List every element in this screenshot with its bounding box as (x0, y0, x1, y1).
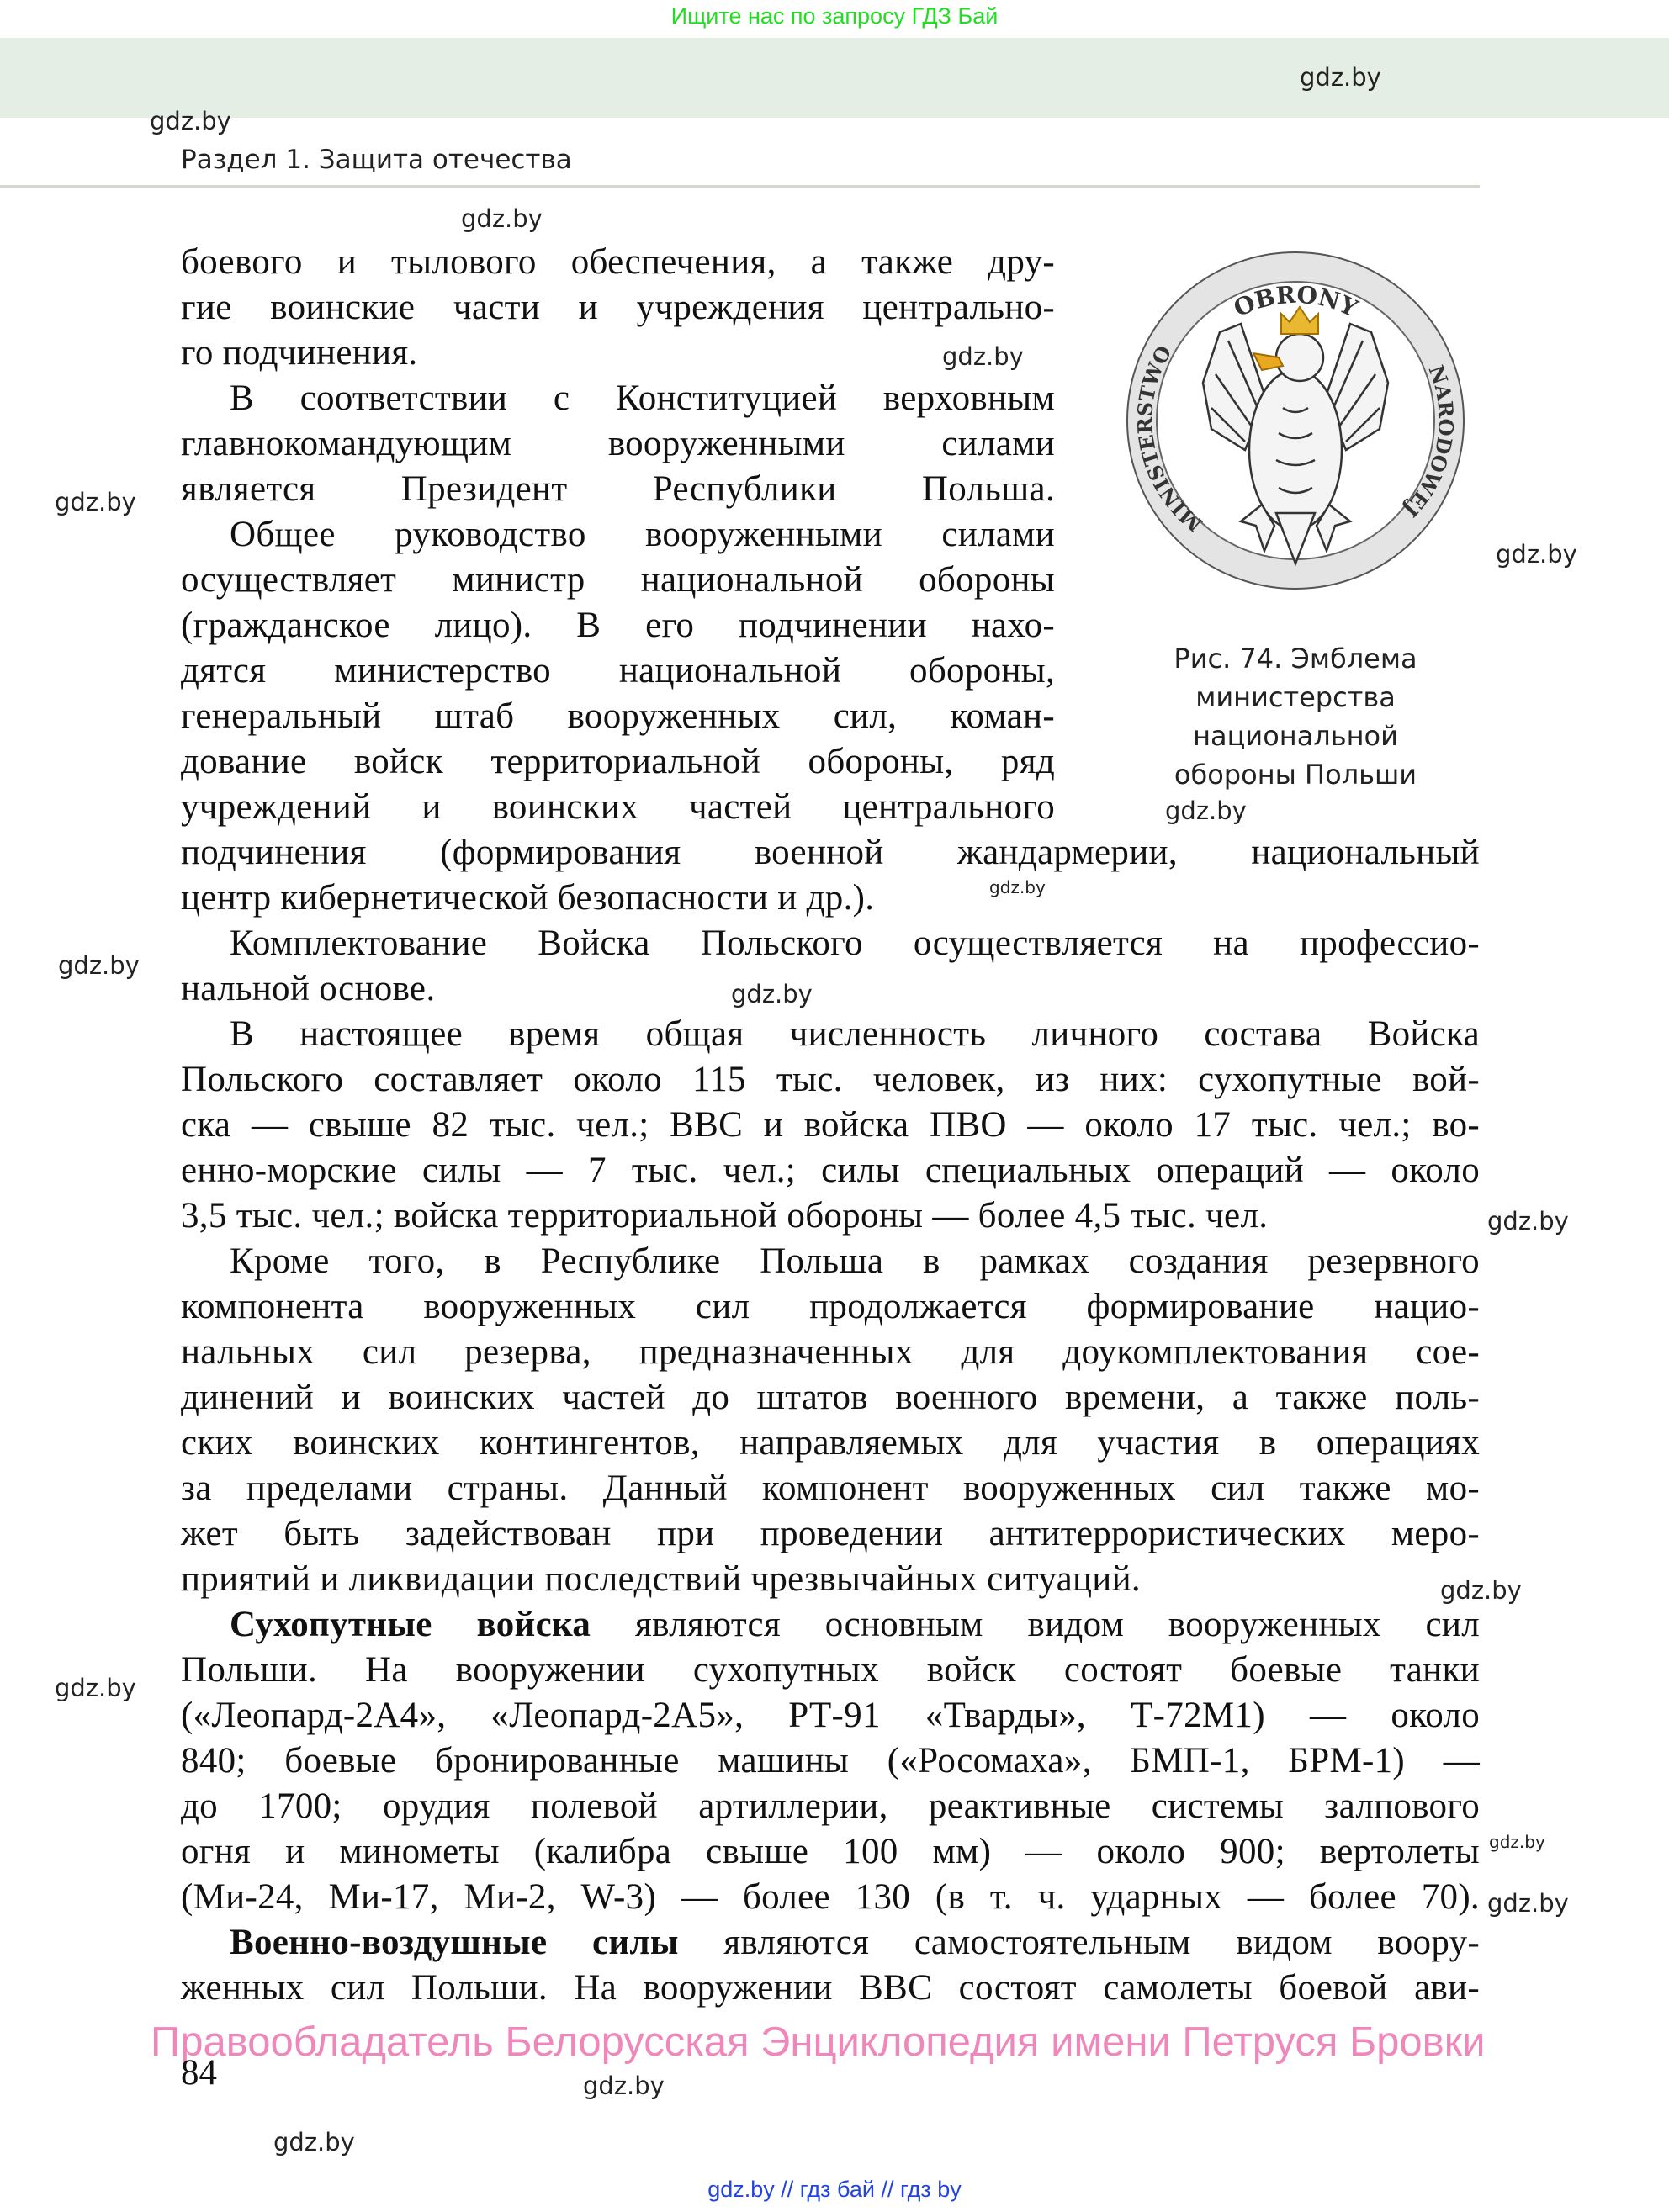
text-line (181, 1966, 1480, 2011)
footer-links[interactable]: gdz.by // гдз бай // гдз by (707, 2177, 962, 2202)
emblem-left-text: MINISTERSTWO (1132, 341, 1207, 537)
text-line (181, 240, 1055, 285)
line-text: учреждений и воинских частей центрального (181, 787, 1055, 827)
watermark: gdz.by (1300, 63, 1381, 92)
watermark: gdz.by (583, 2072, 665, 2100)
watermark: gdz.by (150, 107, 231, 135)
text-line (181, 285, 1055, 331)
text-line (181, 603, 1055, 648)
line-text: огня и минометы (калибра свыше 100 мм) — около 900; вертолеты (181, 1832, 1480, 1871)
text-line (230, 1602, 1480, 1648)
text-line (230, 1012, 1480, 1057)
line-text: 840; боевые бронированные машины («Росомаха», БМП-1, БРМ-1) — (181, 1741, 1480, 1781)
line-text: В настоящее время общая численность личного состава Войска (230, 1014, 1480, 1054)
text-line (181, 694, 1055, 739)
text-line (181, 558, 1055, 603)
line-text: дование войск территориальной обороны, ряд (181, 742, 1055, 781)
watermark: gdz.by (1487, 1207, 1569, 1236)
line-text: нальной основе. (181, 969, 436, 1008)
watermark: gdz.by (1487, 1889, 1569, 1918)
line-text: осуществляет министр национальной обороны (181, 560, 1055, 600)
emblem-right-text: NARODOWEJ (1398, 362, 1459, 522)
ministry-emblem (1115, 240, 1476, 601)
watermark: gdz.by (1165, 796, 1247, 825)
line-text: подчинения (формирования военной жандармерии, национальный (181, 833, 1480, 872)
text-line (181, 1648, 1480, 1693)
text-line (230, 1920, 1480, 1966)
line-text: компонента вооруженных сил продолжается формирование нацио- (181, 1287, 1480, 1326)
line-text: Польши. На вооружении сухопутных войск состоят боевые танки (181, 1650, 1480, 1690)
watermark: gdz.by (1440, 1576, 1522, 1605)
line-text: женных сил Польши. На вооружении ВВС состоят самолеты боевой ави- (181, 1968, 1480, 2008)
search-hint-banner: Ищите нас по запросу ГДЗ Бай (670, 3, 999, 29)
line-text: гие воинские части и учреждения центрально- (181, 288, 1055, 327)
line-text: является Президент Республики Польша. (181, 469, 1055, 509)
header-divider (0, 185, 1480, 188)
text-line (181, 1875, 1480, 1920)
watermark: gdz.by (942, 342, 1024, 371)
text-line (181, 1375, 1480, 1421)
text-line (181, 1103, 1480, 1148)
emblem-top-text: OBRONY (1229, 280, 1362, 323)
page-number: 84 (181, 2053, 217, 2093)
watermark: gdz.by (731, 980, 813, 1008)
line-text: нальных сил резерва, предназначенных для доукомплектования сое- (181, 1332, 1480, 1372)
bold-term: Военно-воздушные силы (230, 1923, 679, 1962)
line-text: (гражданское лицо). В его подчинении нахо- (181, 606, 1055, 645)
watermark: gdz.by (273, 2128, 355, 2156)
text-line (181, 876, 1480, 921)
watermark: gdz.by (1489, 1832, 1545, 1852)
header-band (0, 38, 1669, 118)
line-text: боевого и тылового обеспечения, а также дру- (181, 242, 1055, 282)
text-line (181, 1148, 1480, 1193)
text-line (181, 467, 1055, 512)
watermark: gdz.by (461, 204, 543, 233)
text-line (181, 1829, 1480, 1875)
text-line (181, 1284, 1480, 1330)
line-text: Общее руководство вооруженными силами (230, 515, 1055, 554)
line-text: генеральный штаб вооруженных сил, коман- (181, 696, 1055, 736)
text-line (181, 1511, 1480, 1557)
line-text: являются самостоятельным видом воору- (678, 1923, 1480, 1962)
text-line (181, 1193, 1480, 1239)
line-text: главнокомандующим вооруженными силами (181, 424, 1055, 463)
line-text: Кроме того, в Республике Польша в рамках создания резервного (230, 1241, 1480, 1281)
line-text: («Леопард-2А4», «Леопард-2А5», РТ-91 «Тварды», Т-72М1) — около (181, 1696, 1480, 1735)
line-text: дятся министерство национальной обороны, (181, 651, 1055, 691)
line-text: Комплектование Войска Польского осуществляется на профессио- (230, 923, 1480, 963)
watermark: gdz.by (1496, 540, 1577, 569)
watermark: gdz.by (55, 488, 136, 516)
line-text: (Ми-24, Ми-17, Ми-2, W-3) — более 130 (в т. ч. ударных — более 70). (181, 1877, 1480, 1917)
text-line (230, 376, 1055, 421)
line-text: являются основным видом вооруженных сил (591, 1605, 1480, 1644)
line-text: Польского составляет около 115 тыс. человек, из них: сухопутные вой- (181, 1060, 1480, 1099)
line-text: жет быть задействован при проведении антитеррористических меро- (181, 1514, 1480, 1553)
figure-caption (1127, 639, 1464, 794)
eagle-icon (1203, 324, 1388, 564)
line-text: за пределами страны. Данный компонент вооруженных сил также мо- (181, 1468, 1480, 1508)
text-line (181, 1421, 1480, 1466)
text-line (181, 785, 1055, 830)
line-text: В соответствии с Конституцией верховным (230, 378, 1055, 418)
text-line (181, 1330, 1480, 1375)
caption-line: национальной (1193, 720, 1398, 752)
text-line (181, 331, 1055, 376)
caption-line: министерства (1195, 681, 1396, 713)
text-line (230, 512, 1055, 558)
text-line (181, 966, 1480, 1012)
line-text: динений и воинских частей до штатов военного времени, а также поль- (181, 1378, 1480, 1417)
text-line (230, 921, 1480, 966)
watermark: gdz.by (55, 1674, 136, 1702)
text-line (181, 1784, 1480, 1829)
text-line (181, 739, 1055, 785)
text-line (181, 1738, 1480, 1784)
line-text: приятий и ликвидации последствий чрезвычайных ситуаций. (181, 1559, 1141, 1599)
line-text: го подчинения. (181, 333, 418, 373)
line-text: до 1700; орудия полевой артиллерии, реактивные системы залпового (181, 1786, 1480, 1826)
text-line (181, 1466, 1480, 1511)
line-text: ских воинских контингентов, направляемых для участия в операциях (181, 1423, 1480, 1463)
watermark: gdz.by (58, 951, 140, 980)
text-line (230, 1239, 1480, 1284)
line-text: центр кибернетической безопасности и др.). (181, 878, 875, 918)
section-title: Раздел 1. Защита отечества (181, 145, 572, 175)
caption-line: обороны Польши (1174, 759, 1417, 791)
text-line (181, 1557, 1480, 1602)
copyright-notice: Правообладатель Белорусская Энциклопедия имени Петруся Бровки (151, 2019, 1486, 2065)
line-text: енно-морские силы — 7 тыс. чел.; силы специальных операций — около (181, 1151, 1480, 1190)
line-text: 3,5 тыс. чел.; войска территориальной обороны — более 4,5 тыс. чел. (181, 1196, 1269, 1236)
caption-line: Рис. 74. Эмблема (1174, 643, 1417, 675)
text-line (181, 1693, 1480, 1738)
line-text: ска — свыше 82 тыс. чел.; ВВС и войска ПВО — около 17 тыс. чел.; во- (181, 1105, 1480, 1145)
watermark: gdz.by (989, 877, 1046, 897)
text-line (181, 830, 1480, 876)
text-line (181, 648, 1055, 694)
text-line (181, 421, 1055, 467)
bold-term: Сухопутные войска (230, 1605, 591, 1644)
text-line (181, 1057, 1480, 1103)
crown-icon (1281, 307, 1318, 334)
